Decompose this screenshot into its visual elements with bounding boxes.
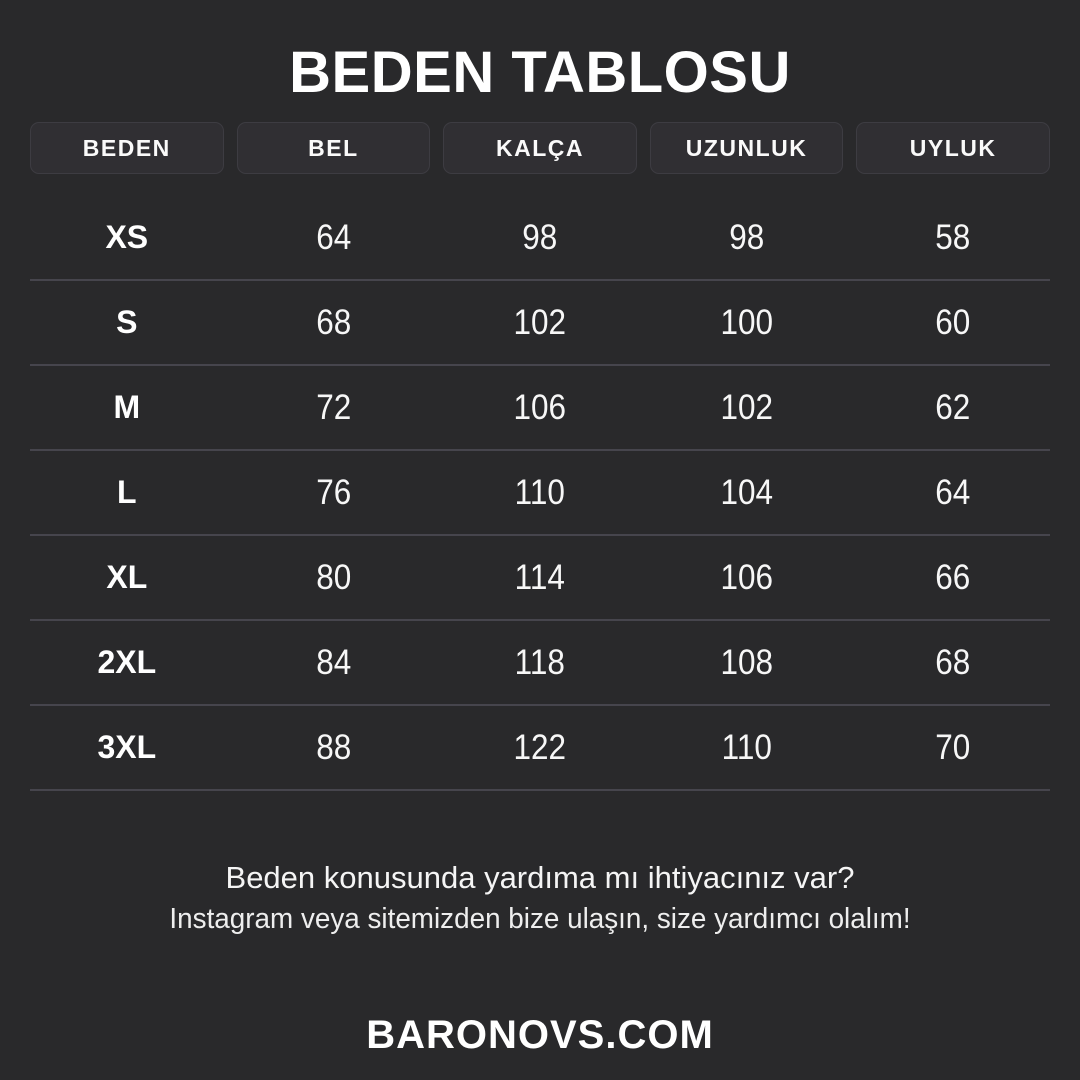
help-instruction: Instagram veya sitemizden bize ulaşın, size yardımcı olalım! — [169, 903, 911, 935]
column-header-kalca — [443, 122, 637, 174]
uyluk-value: 70 — [935, 727, 971, 767]
column-header-beden — [30, 122, 224, 174]
uyluk-value: 66 — [935, 557, 971, 597]
uyluk-value: 58 — [935, 217, 971, 257]
size-label: L — [117, 474, 137, 510]
bel-value: 80 — [315, 557, 351, 597]
column-header-uyluk — [856, 122, 1050, 174]
kalca-value: 102 — [513, 302, 567, 342]
help-text-block — [0, 857, 1080, 939]
table-row-xs — [30, 196, 1050, 281]
size-label: S — [116, 304, 138, 340]
uyluk-value: 68 — [935, 642, 971, 682]
size-label: XL — [106, 559, 148, 595]
uzunluk-value: 104 — [720, 472, 773, 512]
page-title: BEDEN TABLOSU — [289, 40, 791, 105]
column-header-label: BEL — [308, 134, 359, 161]
kalca-value: 118 — [514, 642, 566, 682]
uyluk-value: 62 — [935, 387, 971, 427]
bel-value: 88 — [315, 727, 351, 767]
size-label: XS — [105, 219, 149, 255]
size-label: M — [113, 389, 141, 425]
kalca-value: 122 — [513, 727, 567, 767]
table-row-2xl — [30, 621, 1050, 706]
help-question: Beden konusunda yardıma mı ihtiyacınız var? — [225, 860, 855, 895]
size-label: 3XL — [97, 729, 157, 765]
size-table — [30, 174, 1050, 791]
uzunluk-value: 108 — [720, 642, 773, 682]
table-row-m — [30, 366, 1050, 451]
size-label: 2XL — [97, 644, 157, 680]
uzunluk-value: 106 — [720, 557, 773, 597]
uzunluk-value: 98 — [729, 217, 765, 257]
column-header-label: KALÇA — [495, 134, 584, 161]
kalca-value: 114 — [514, 557, 566, 597]
kalca-value: 106 — [513, 387, 567, 427]
table-row-s — [30, 281, 1050, 366]
column-header-row — [30, 122, 1050, 174]
table-row-3xl — [30, 706, 1050, 791]
bel-value: 72 — [315, 387, 351, 427]
uzunluk-value: 102 — [720, 387, 773, 427]
bel-value: 68 — [315, 302, 351, 342]
uyluk-value: 64 — [935, 472, 971, 512]
table-row-l — [30, 451, 1050, 536]
column-header-uzunluk — [650, 122, 844, 174]
uyluk-value: 60 — [935, 302, 971, 342]
uzunluk-value: 100 — [720, 302, 773, 342]
kalca-value: 110 — [514, 472, 566, 512]
kalca-value: 98 — [522, 217, 558, 257]
column-header-label: UYLUK — [909, 134, 997, 161]
uzunluk-value: 110 — [721, 727, 772, 767]
column-header-label: UZUNLUK — [685, 134, 808, 161]
table-row-xl — [30, 536, 1050, 621]
column-header-label: BEDEN — [82, 134, 171, 161]
bel-value: 76 — [315, 472, 351, 512]
brand-website: BARONOVS.COM — [366, 1013, 714, 1057]
bel-value: 64 — [315, 217, 351, 257]
bel-value: 84 — [315, 642, 351, 682]
column-header-bel — [237, 122, 431, 174]
